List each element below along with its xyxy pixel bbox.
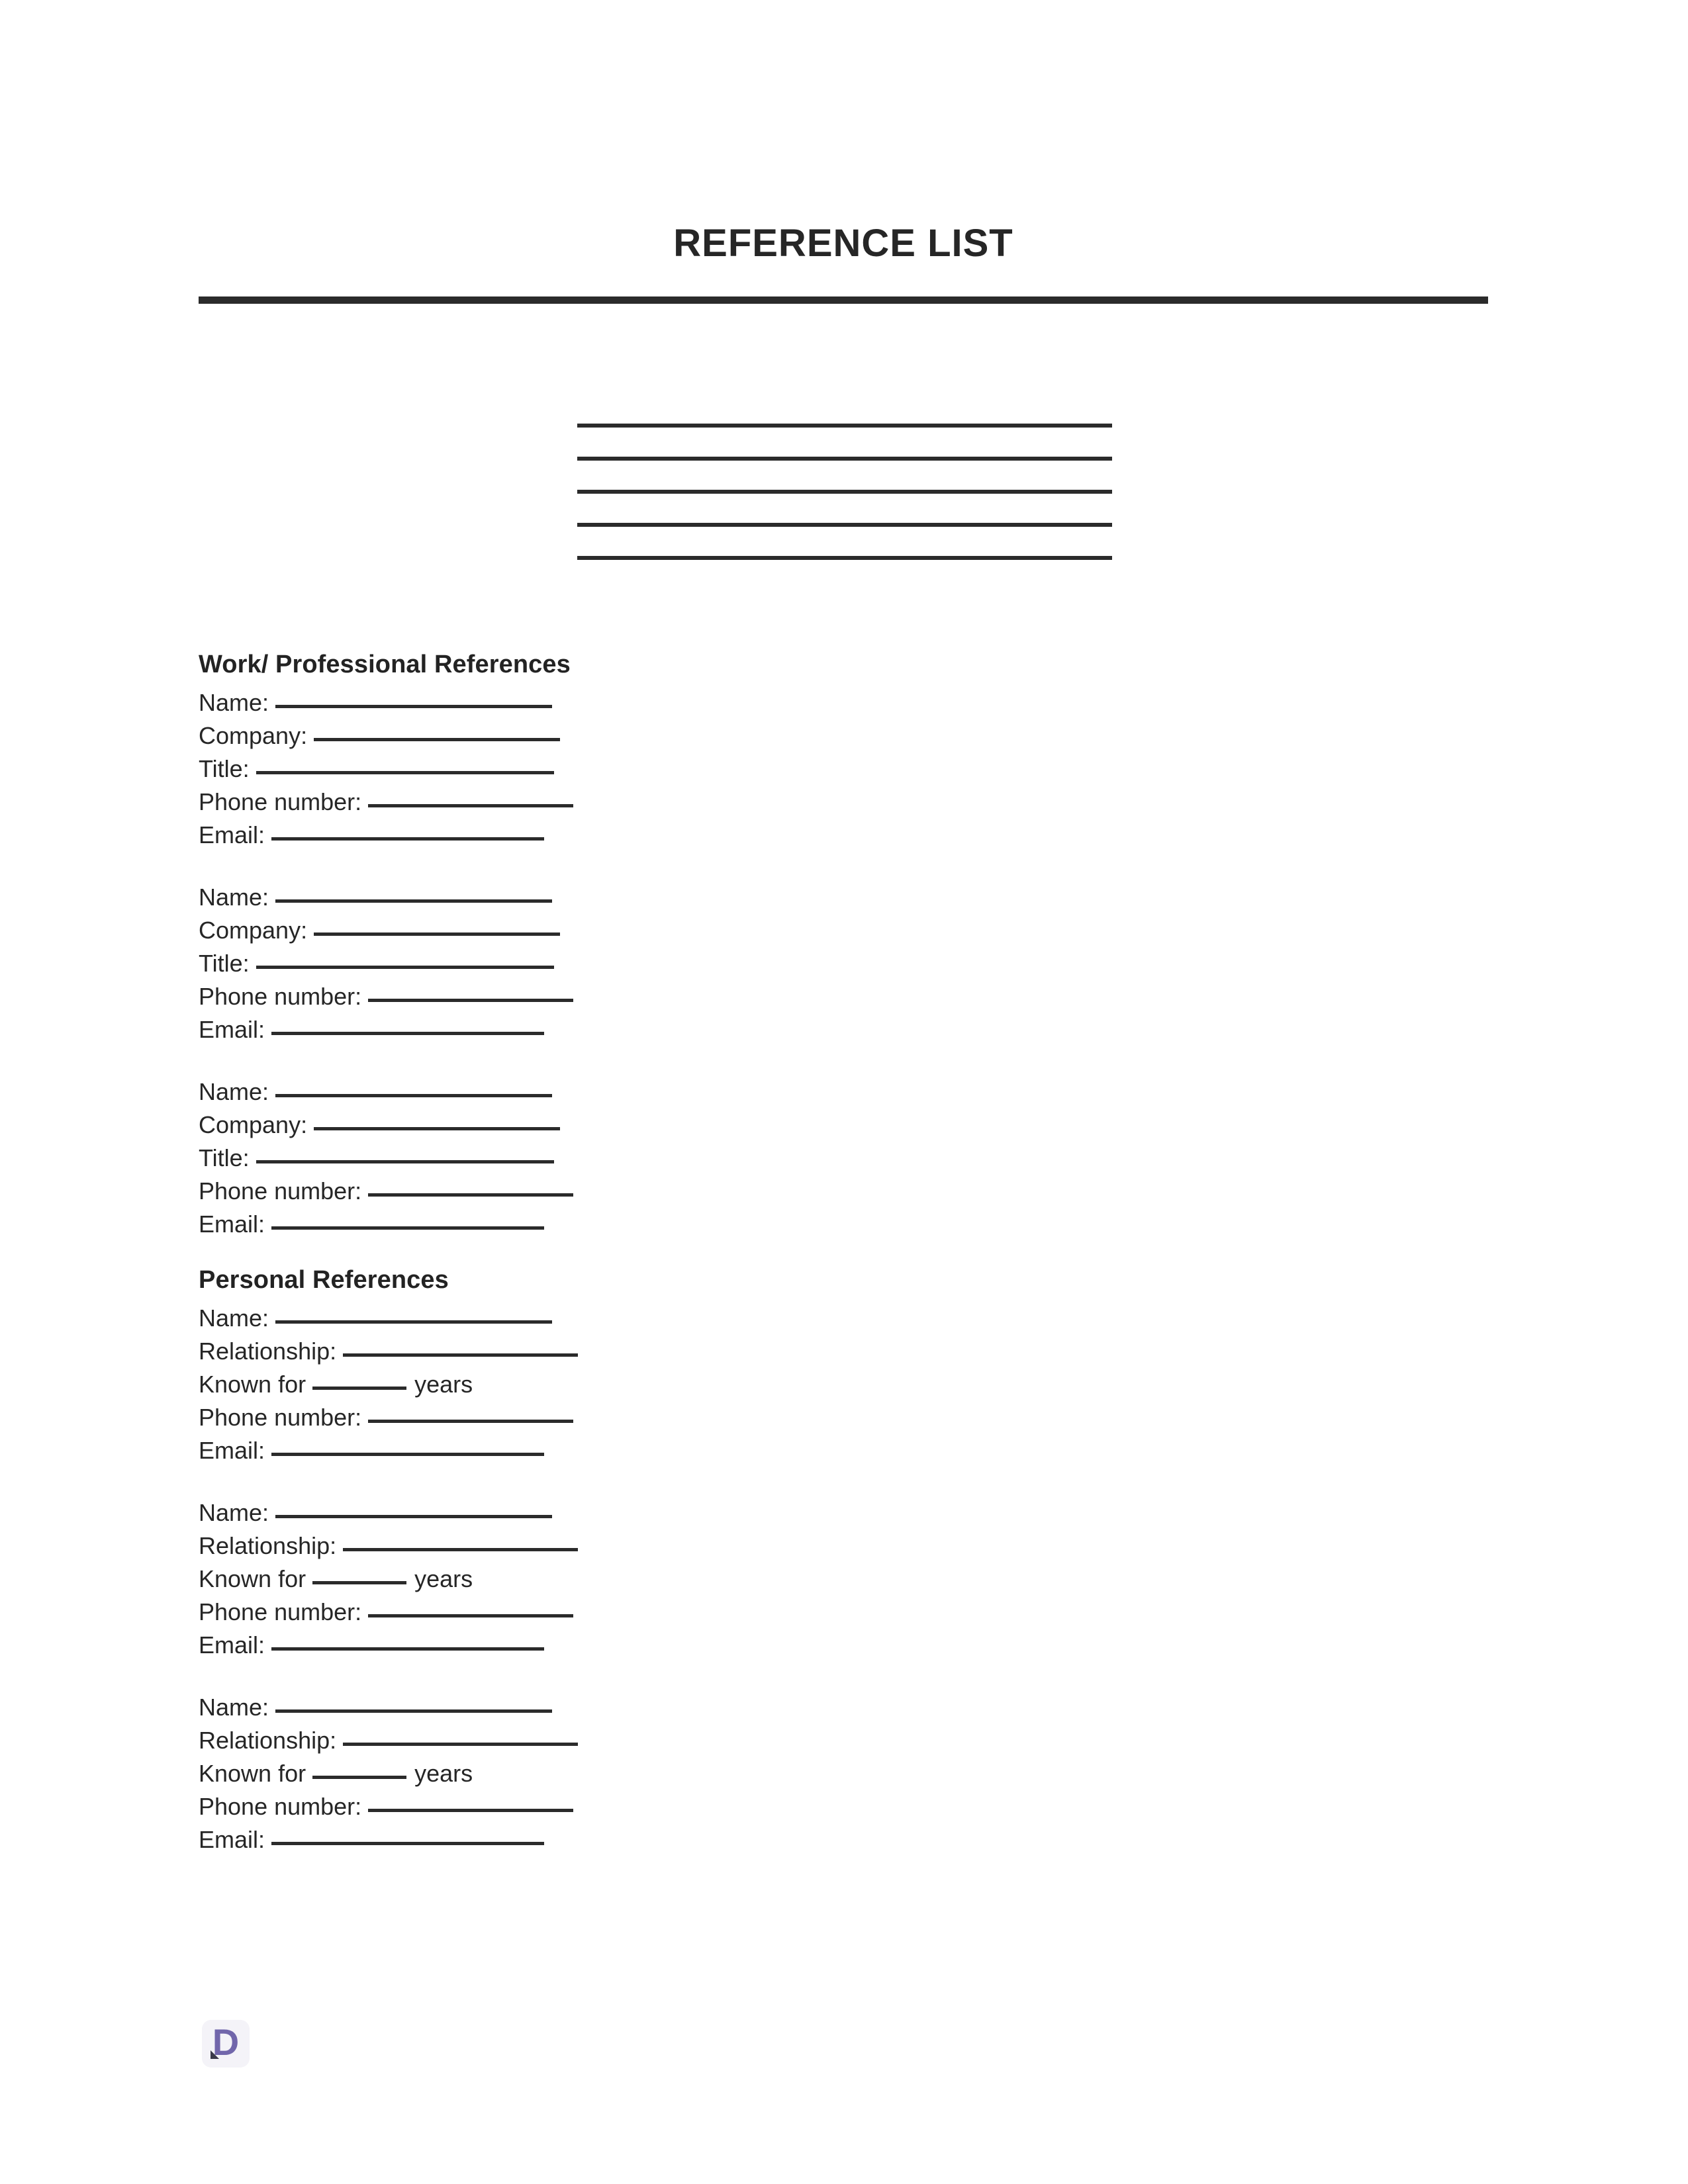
page-title: REFERENCE LIST	[673, 222, 1013, 265]
form-field-row	[199, 1629, 1456, 1662]
contact-info-blank-lines	[577, 394, 1113, 560]
form-field-row	[199, 1175, 1456, 1208]
brand-logo	[202, 2020, 250, 2068]
field-label: Name:	[199, 689, 269, 716]
field-trailing-label: years	[414, 1371, 473, 1398]
form-field-row	[199, 1401, 1456, 1434]
reference-entry-block	[199, 881, 1456, 1046]
reference-section	[199, 652, 1456, 1241]
field-write-in-blank[interactable]	[271, 819, 544, 843]
field-write-in-blank[interactable]	[368, 1596, 573, 1620]
form-field-row	[199, 1596, 1456, 1629]
form-field-row	[199, 1563, 1456, 1596]
title-divider	[199, 296, 1488, 304]
form-field-row	[199, 1790, 1456, 1823]
field-trailing-label: years	[414, 1760, 473, 1787]
field-write-in-blank[interactable]	[368, 1175, 573, 1199]
blank-write-in-line[interactable]	[577, 394, 1113, 428]
reference-entry-block	[199, 1075, 1456, 1241]
form-field-row	[199, 1823, 1456, 1856]
form-field-row	[199, 1496, 1456, 1529]
field-write-in-blank[interactable]	[343, 1530, 578, 1554]
field-write-in-blank[interactable]	[368, 1791, 573, 1815]
field-write-in-blank[interactable]	[343, 1336, 578, 1359]
form-field-row	[199, 1075, 1456, 1109]
field-write-in-blank[interactable]	[314, 1109, 560, 1133]
field-label: Phone number:	[199, 983, 362, 1010]
field-label: Name:	[199, 1304, 269, 1332]
reference-entry-block	[199, 686, 1456, 852]
form-field-row	[199, 819, 1456, 852]
reference-section	[199, 1267, 1456, 1856]
field-label: Name:	[199, 1499, 269, 1526]
field-write-in-blank[interactable]	[312, 1758, 406, 1782]
field-label: Known for	[199, 1371, 306, 1398]
form-field-row	[199, 881, 1456, 914]
field-label: Email:	[199, 1826, 265, 1853]
form-field-row	[199, 686, 1456, 719]
form-field-row	[199, 1529, 1456, 1563]
section-heading: Work/ Professional References	[199, 651, 571, 678]
field-write-in-blank[interactable]	[275, 1497, 552, 1521]
field-label: Company:	[199, 1111, 308, 1138]
field-trailing-label: years	[414, 1565, 473, 1592]
field-label: Email:	[199, 1437, 265, 1464]
form-field-row	[199, 1757, 1456, 1790]
field-write-in-blank[interactable]	[271, 1208, 544, 1232]
blank-write-in-line[interactable]	[577, 461, 1113, 494]
reference-entry-block	[199, 1302, 1456, 1467]
field-label: Phone number:	[199, 1793, 362, 1820]
blank-write-in-line[interactable]	[577, 428, 1113, 461]
field-write-in-blank[interactable]	[256, 948, 554, 972]
field-label: Phone number:	[199, 1404, 362, 1431]
field-write-in-blank[interactable]	[271, 1435, 544, 1459]
form-field-row	[199, 914, 1456, 947]
field-label: Known for	[199, 1565, 306, 1592]
field-write-in-blank[interactable]	[312, 1369, 406, 1392]
reference-entry-block	[199, 1691, 1456, 1856]
field-write-in-blank[interactable]	[368, 786, 573, 810]
blank-write-in-line[interactable]	[577, 527, 1113, 560]
field-label: Phone number:	[199, 1177, 362, 1205]
form-field-row	[199, 1691, 1456, 1724]
field-write-in-blank[interactable]	[256, 753, 554, 777]
form-field-row	[199, 1368, 1456, 1401]
form-field-row	[199, 1724, 1456, 1757]
field-write-in-blank[interactable]	[314, 720, 560, 744]
field-write-in-blank[interactable]	[275, 1076, 552, 1100]
field-write-in-blank[interactable]	[275, 882, 552, 905]
field-label: Email:	[199, 821, 265, 848]
reference-entry-block	[199, 1496, 1456, 1662]
field-write-in-blank[interactable]	[271, 1014, 544, 1038]
field-label: Phone number:	[199, 788, 362, 815]
blank-write-in-line[interactable]	[577, 494, 1113, 527]
field-label: Email:	[199, 1210, 265, 1238]
field-label: Title:	[199, 1144, 250, 1171]
field-write-in-blank[interactable]	[312, 1563, 406, 1587]
field-write-in-blank[interactable]	[271, 1629, 544, 1653]
field-label: Relationship:	[199, 1532, 337, 1559]
field-write-in-blank[interactable]	[314, 915, 560, 938]
field-label: Name:	[199, 1694, 269, 1721]
form-field-row	[199, 1013, 1456, 1046]
field-write-in-blank[interactable]	[256, 1142, 554, 1166]
field-label: Title:	[199, 755, 250, 782]
field-write-in-blank[interactable]	[275, 1302, 552, 1326]
field-label: Company:	[199, 917, 308, 944]
field-write-in-blank[interactable]	[271, 1824, 544, 1848]
blank-line-rule	[577, 556, 1112, 560]
field-write-in-blank[interactable]	[275, 687, 552, 711]
section-heading: Personal References	[199, 1266, 449, 1294]
field-label: Email:	[199, 1016, 265, 1043]
field-label: Name:	[199, 884, 269, 911]
form-field-row	[199, 1335, 1456, 1368]
form-field-row	[199, 1109, 1456, 1142]
form-field-row	[199, 980, 1456, 1013]
field-label: Relationship:	[199, 1338, 337, 1365]
section-spacer	[199, 1241, 1456, 1267]
form-field-row	[199, 947, 1456, 980]
form-field-row	[199, 1434, 1456, 1467]
field-label: Known for	[199, 1760, 306, 1787]
form-field-row	[199, 752, 1456, 786]
field-label: Company:	[199, 722, 308, 749]
field-write-in-blank[interactable]	[368, 981, 573, 1005]
form-field-row	[199, 1142, 1456, 1175]
form-body	[199, 652, 1456, 1856]
field-label: Phone number:	[199, 1598, 362, 1625]
field-label: Relationship:	[199, 1727, 337, 1754]
form-field-row	[199, 1302, 1456, 1335]
form-field-row	[199, 786, 1456, 819]
field-write-in-blank[interactable]	[368, 1402, 573, 1426]
field-label: Name:	[199, 1078, 269, 1105]
form-field-row	[199, 1208, 1456, 1241]
field-label: Title:	[199, 950, 250, 977]
form-field-row	[199, 719, 1456, 752]
field-write-in-blank[interactable]	[275, 1692, 552, 1715]
field-label: Email:	[199, 1631, 265, 1659]
logo-letter: D	[212, 2021, 240, 2063]
field-write-in-blank[interactable]	[343, 1725, 578, 1749]
